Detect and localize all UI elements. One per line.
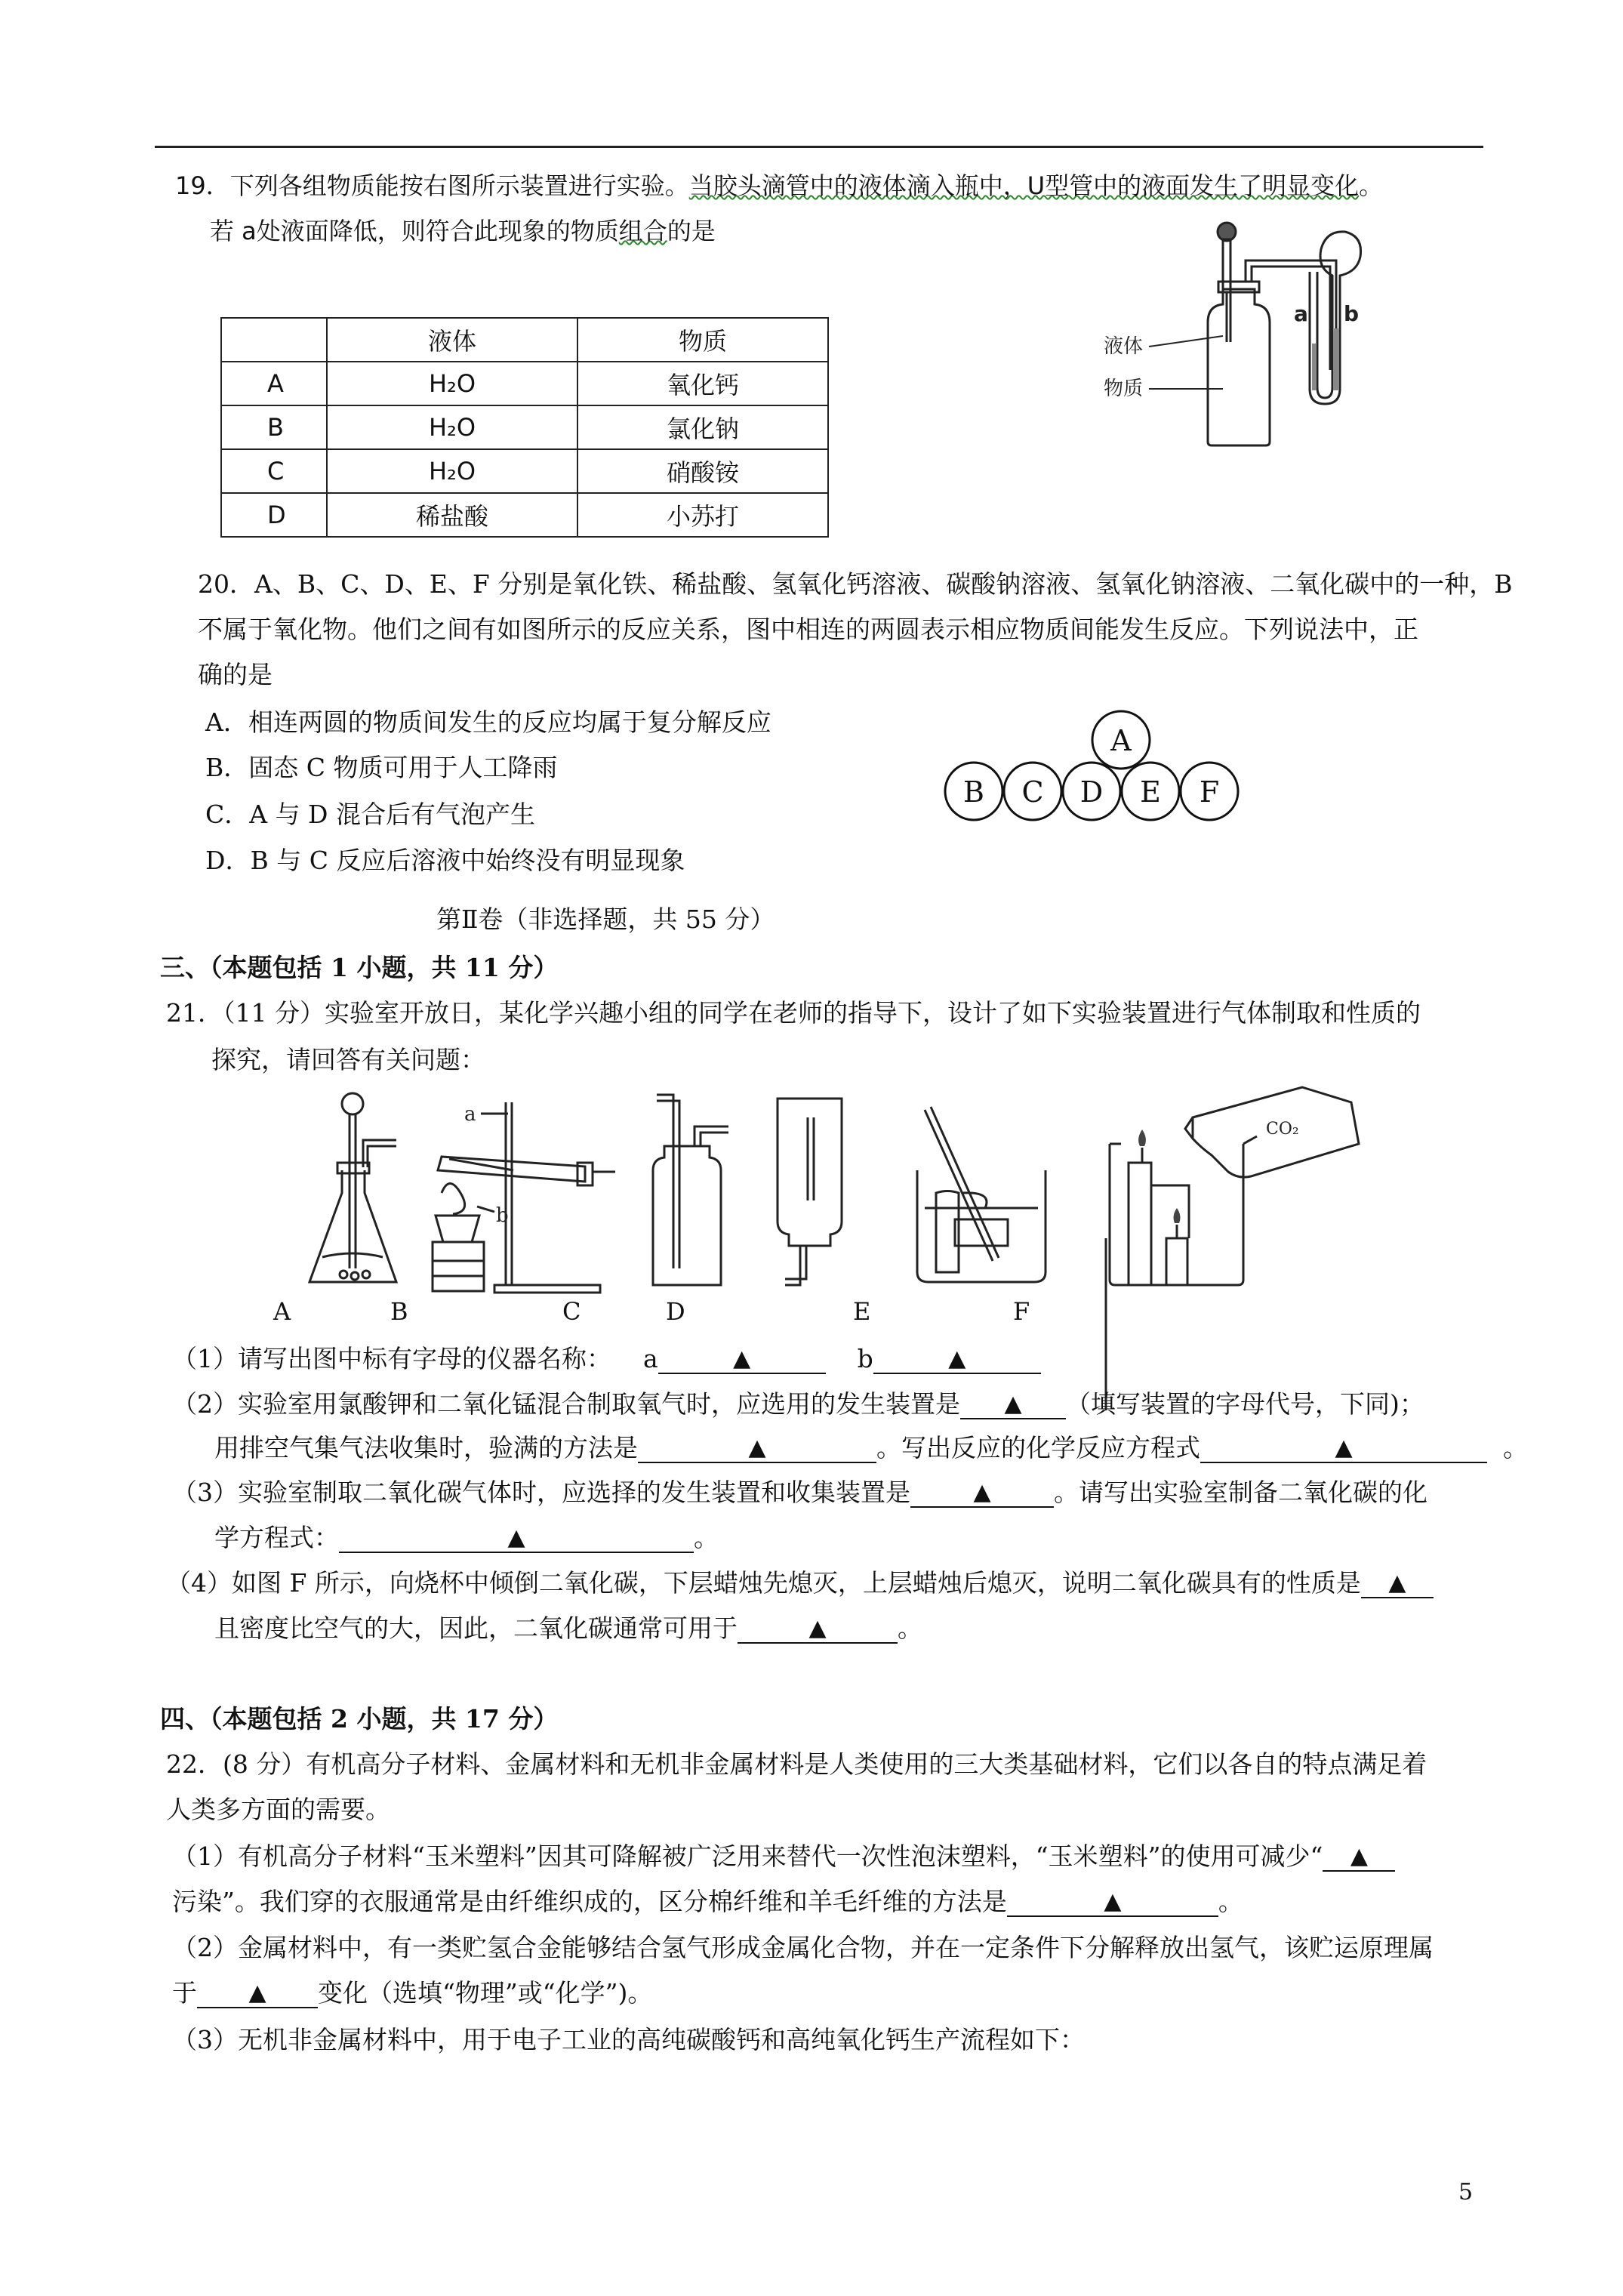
- table-cell: 氯化钠: [577, 405, 828, 449]
- q19-line2: 若 a处液面降低，则符合此现象的物质组合的是: [210, 217, 716, 245]
- q19-line1: 19．下列各组物质能按右图所示装置进行实验。当胶头滴管中的液体滴入瓶中，U型管中的液面发生了明显变化。: [175, 171, 1384, 200]
- apparatus-label-c: C: [562, 1297, 581, 1326]
- circle-label-d: D: [1079, 775, 1104, 809]
- table-cell: B: [221, 405, 327, 449]
- q21-apparatus-figure: [298, 1087, 1363, 1295]
- circle-label-a: A: [1110, 724, 1132, 757]
- table-cell: 硝酸铵: [577, 449, 828, 493]
- q22-sub2-line1: （2）金属材料中，有一类贮氢合金能够结合氢气形成金属化合物，并在一定条件下分解释放出氢气，该贮运原理属: [172, 1933, 1434, 1962]
- q22-line2: 人类多方面的需要。: [166, 1795, 390, 1824]
- apparatus-label-a: A: [273, 1297, 291, 1326]
- figure-label-co2: CO₂: [1266, 1120, 1299, 1139]
- section4-title: 四、（本题包括 2 小题，共 17 分）: [160, 1704, 559, 1734]
- table-cell: 小苏打: [577, 493, 828, 537]
- answer-blank[interactable]: ▲: [960, 1391, 1066, 1419]
- table-cell: H₂O: [327, 405, 577, 449]
- q20-option-d: D．B 与 C 反应后溶液中始终没有明显现象: [205, 846, 685, 875]
- q19-apparatus-figure: [1104, 215, 1360, 457]
- table-row: [221, 493, 828, 537]
- table-cell: D: [221, 493, 327, 537]
- q20-option-b: B．固态 C 物质可用于人工降雨: [205, 753, 558, 782]
- answer-blank[interactable]: ▲: [1007, 1888, 1218, 1917]
- answer-blank[interactable]: ▲: [873, 1345, 1041, 1374]
- figure-label-a: a: [1294, 301, 1308, 326]
- circle-label-c: C: [1021, 775, 1044, 809]
- q22-line1: 22．(8 分）有机高分子材料、金属材料和无机非金属材料是人类使用的三大类基础材料，它们以各自的特点满足着: [166, 1749, 1427, 1779]
- table-cell: C: [221, 449, 327, 493]
- circle-label-e: E: [1140, 775, 1161, 809]
- q20-circle-diagram: [944, 708, 1230, 821]
- figure-label-substance: 物质: [1104, 378, 1144, 400]
- table-header: 物质: [577, 318, 828, 362]
- table-cell: 稀盐酸: [327, 493, 577, 537]
- part2-title: 第Ⅱ卷（非选择题，共 55 分）: [436, 905, 775, 934]
- section3-title: 三、（本题包括 1 小题，共 11 分）: [160, 953, 559, 982]
- table-cell: A: [221, 362, 327, 405]
- table-row: [221, 405, 828, 449]
- q21-sub4-line1: （4）如图 F 所示，向烧杯中倾倒二氧化碳，下层蜡烛先熄灭，上层蜡烛后熄灭，说明二氧化碳具有的性质是 ▲: [166, 1567, 1434, 1600]
- table-header: 液体: [327, 318, 577, 362]
- table-cell: H₂O: [327, 449, 577, 493]
- table-row: [221, 449, 828, 493]
- answer-blank[interactable]: ▲: [339, 1524, 694, 1553]
- q21-sub2-line2: 用排空气集气法收集时，验满的方法是 ▲ 。写出反应的化学反应方程式 ▲ 。: [214, 1433, 1528, 1462]
- circle-label-f: F: [1199, 775, 1220, 809]
- figure-label-b: b: [496, 1204, 509, 1227]
- answer-blank[interactable]: ▲: [197, 1980, 318, 2008]
- apparatus-label-d: D: [666, 1297, 685, 1326]
- q21-sub3-line1: （3）实验室制取二氧化碳气体时，应选择的发生装置和收集装置是 ▲ 。请写出实验室制备二氧化碳的化: [172, 1478, 1427, 1507]
- q21-sub1: （1）请写出图中标有字母的仪器名称： a ▲ b ▲: [172, 1342, 1041, 1376]
- q20-option-a: A．相连两圆的物质间发生的反应均属于复分解反应: [205, 707, 771, 737]
- table-cell: H₂O: [327, 362, 577, 405]
- q21-sub3-line2: 学方程式： ▲ 。: [214, 1523, 719, 1552]
- header-rule: [155, 146, 1483, 148]
- table-row: [221, 318, 828, 362]
- q21-line2: 探究，请回答有关问题：: [211, 1045, 485, 1074]
- apparatus-label-e: E: [853, 1297, 871, 1326]
- table-row: [221, 362, 828, 405]
- figure-label-liquid: 液体: [1104, 335, 1144, 358]
- answer-blank[interactable]: ▲: [658, 1345, 826, 1374]
- answer-blank[interactable]: ▲: [1200, 1435, 1487, 1463]
- answer-blank[interactable]: ▲: [638, 1435, 876, 1463]
- q22-sub1-line1: （1）有机高分子材料“玉米塑料”因其可降解被广泛用来替代一次性泡沫塑料，“玉米塑料”的使用可减少“ ▲: [172, 1840, 1395, 1873]
- page-number: 5: [1458, 2179, 1474, 2205]
- figure-label-b: b: [1344, 301, 1360, 326]
- table-cell: [221, 318, 327, 362]
- q21-sub4-line2: 且密度比空气的大，因此，二氧化碳通常可用于 ▲ 。: [214, 1613, 922, 1643]
- q22-sub1-line2: 污染”。我们穿的衣服通常是由纤维织成的，区分棉纤维和羊毛纤维的方法是 ▲ 。: [172, 1887, 1243, 1916]
- q20-option-c: C．A 与 D 混合后有气泡产生: [205, 800, 536, 829]
- q20-line2: 不属于氧化物。他们之间有如图所示的反应关系，图中相连的两圆表示相应物质间能发生反应。下列说法中，正: [198, 615, 1418, 644]
- table-cell: 氧化钙: [577, 362, 828, 405]
- q21-sub2-line1: （2）实验室用氯酸钾和二氧化锰混合制取氧气时，应选用的发生装置是 ▲ （填写装置的字母代号，下同)；: [172, 1389, 1424, 1419]
- circle-label-b: B: [963, 775, 984, 809]
- q19-table: [220, 317, 829, 538]
- apparatus-label-f: F: [1013, 1297, 1030, 1326]
- answer-blank[interactable]: ▲: [1361, 1570, 1434, 1598]
- q20-line3: 确的是: [198, 660, 273, 689]
- q21-line1: 21．（11 分）实验室开放日，某化学兴趣小组的同学在老师的指导下，设计了如下实验装置进行气体制取和性质的: [166, 998, 1421, 1028]
- q22-sub2-line2: 于 ▲ 变化（选填“物理”或“化学”)。: [172, 1978, 653, 2008]
- answer-blank[interactable]: ▲: [1323, 1843, 1395, 1872]
- q22-sub3-line1: （3）无机非金属材料中，用于电子工业的高纯碳酸钙和高纯氧化钙生产流程如下：: [172, 2025, 1085, 2054]
- apparatus-label-b: B: [390, 1297, 408, 1326]
- answer-blank[interactable]: ▲: [738, 1615, 898, 1644]
- answer-blank[interactable]: ▲: [910, 1479, 1054, 1508]
- figure-label-a: a: [464, 1103, 476, 1126]
- q20-line1: 20．A、B、C、D、E、F 分别是氧化铁、稀盐酸、氢氧化钙溶液、碳酸钠溶液、氢氧化钠溶液、二氧化碳中的一种，B: [198, 569, 1513, 599]
